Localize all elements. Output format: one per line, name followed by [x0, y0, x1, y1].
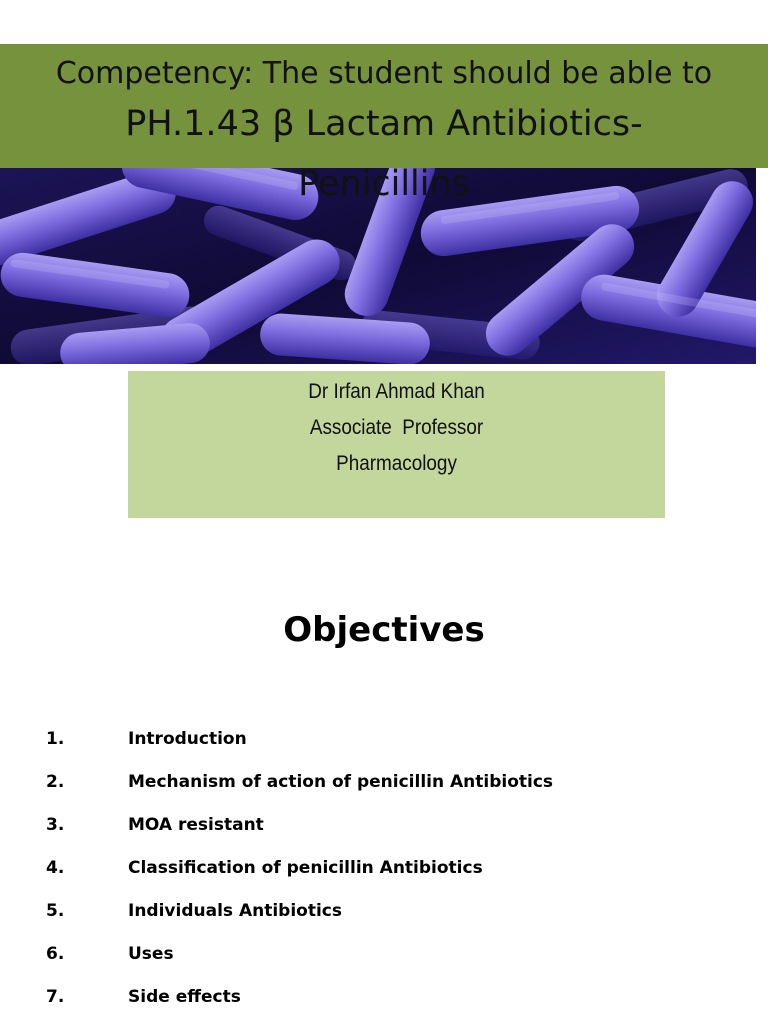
list-item: [0, 718, 768, 761]
list-item-number: 2.: [46, 772, 65, 792]
author-info-box: [128, 371, 665, 518]
list-item: [0, 976, 768, 1019]
list-item: [0, 890, 768, 933]
list-item-number: 7.: [46, 987, 65, 1007]
list-item-text: Introduction: [128, 729, 247, 749]
author-department: Pharmacology: [336, 452, 457, 475]
list-item-number: 1.: [46, 729, 65, 749]
list-item-text: Mechanism of action of penicillin Antibiotics: [128, 772, 554, 792]
list-item-text: Side effects: [128, 987, 241, 1007]
author-position: Associate Professor: [309, 416, 484, 439]
author-name: Dr Irfan Ahmad Khan: [308, 380, 485, 403]
list-item-number: 5.: [46, 901, 65, 921]
list-item-text: Individuals Antibiotics: [128, 901, 342, 921]
list-item-text: Classification of penicillin Antibiotics: [128, 858, 483, 878]
slide-title: PH.1.43 β Lactam Antibiotics- Penicillins: [125, 104, 643, 204]
list-item: [0, 804, 768, 847]
list-item-text: Uses: [128, 944, 174, 964]
list-item-text: MOA resistant: [128, 815, 264, 835]
list-item: [0, 847, 768, 890]
list-item-number: 6.: [46, 944, 65, 964]
objectives-list: [0, 718, 768, 1019]
list-item-number: 3.: [46, 815, 65, 835]
slide-title-block: [0, 54, 768, 214]
list-item: [0, 933, 768, 976]
list-item: [0, 761, 768, 804]
competency-line: Competency: The student should be able to: [55, 56, 713, 91]
list-item-number: 4.: [46, 858, 65, 878]
objectives-heading: Objectives: [283, 610, 485, 650]
